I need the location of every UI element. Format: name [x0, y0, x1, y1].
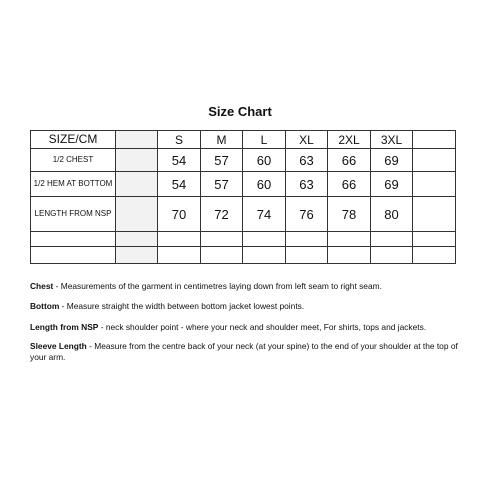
chart-title: Size Chart — [208, 104, 272, 119]
measurement-cell: 60 — [243, 149, 286, 172]
note-text: - neck shoulder point - where your neck and shoulder meet, For shirts, tops and jackets. — [98, 322, 427, 332]
empty-cell — [31, 247, 116, 264]
empty-cell — [413, 197, 456, 232]
table-row — [31, 172, 456, 197]
note-bottom — [30, 301, 460, 312]
empty-cell — [413, 131, 456, 149]
empty-cell — [413, 232, 456, 247]
size-header: XL — [286, 131, 328, 149]
empty-cell — [413, 247, 456, 264]
empty-cell — [116, 172, 158, 197]
table-row-empty — [31, 232, 456, 247]
measurement-cell: 76 — [286, 197, 328, 232]
empty-cell — [116, 247, 158, 264]
empty-cell — [413, 149, 456, 172]
empty-cell — [328, 247, 371, 264]
empty-cell — [243, 247, 286, 264]
empty-cell — [158, 247, 201, 264]
note-length — [30, 322, 460, 333]
empty-cell — [116, 197, 158, 232]
empty-cell — [31, 232, 116, 247]
note-chest — [30, 281, 460, 292]
empty-cell — [201, 232, 243, 247]
measurement-cell: 54 — [158, 149, 201, 172]
note-text: - Measure from the centre back of your neck (at your spine) to the end of your shoulder at the top of your arm. — [30, 341, 458, 362]
header-label: SIZE/CM — [31, 131, 116, 149]
table-header-row — [31, 131, 456, 149]
empty-cell — [413, 172, 456, 197]
measurement-cell: 63 — [286, 149, 328, 172]
empty-cell — [243, 232, 286, 247]
note-term: Chest — [30, 281, 54, 291]
empty-cell — [116, 131, 158, 149]
measurement-cell: 69 — [371, 172, 413, 197]
empty-cell — [371, 247, 413, 264]
empty-cell — [286, 247, 328, 264]
measurement-cell: 78 — [328, 197, 371, 232]
row-label: 1/2 HEM AT BOTTOM — [31, 172, 116, 197]
note-term: Length from NSP — [30, 322, 99, 332]
size-header: 3XL — [371, 131, 413, 149]
measurement-cell: 72 — [201, 197, 243, 232]
size-header: 2XL — [328, 131, 371, 149]
row-label: 1/2 CHEST — [31, 149, 116, 172]
measurement-cell: 63 — [286, 172, 328, 197]
measurement-cell: 66 — [328, 149, 371, 172]
table-row — [31, 197, 456, 232]
note-text: - Measure straight the width between bottom jacket lowest points. — [59, 301, 305, 311]
empty-cell — [201, 247, 243, 264]
note-term: Sleeve Length — [30, 341, 87, 351]
measurement-cell: 66 — [328, 172, 371, 197]
empty-cell — [286, 232, 328, 247]
empty-cell — [328, 232, 371, 247]
size-table — [30, 130, 456, 264]
row-label: LENGTH FROM NSP — [31, 197, 116, 232]
measurement-cell: 57 — [201, 149, 243, 172]
measurement-cell: 70 — [158, 197, 201, 232]
measurement-cell: 60 — [243, 172, 286, 197]
measurement-cell: 57 — [201, 172, 243, 197]
size-header: S — [158, 131, 201, 149]
note-sleeve-length — [30, 341, 460, 363]
size-header: M — [201, 131, 243, 149]
measurement-cell: 80 — [371, 197, 413, 232]
measurement-cell: 69 — [371, 149, 413, 172]
empty-cell — [116, 232, 158, 247]
empty-cell — [116, 149, 158, 172]
empty-cell — [158, 232, 201, 247]
empty-cell — [371, 232, 413, 247]
size-header: L — [243, 131, 286, 149]
measurement-cell: 74 — [243, 197, 286, 232]
table-row — [31, 149, 456, 172]
table-row-empty — [31, 247, 456, 264]
measurement-cell: 54 — [158, 172, 201, 197]
note-text: - Measurements of the garment in centimetres laying down from left seam to right seam. — [53, 281, 382, 291]
note-term: Bottom — [30, 301, 60, 311]
